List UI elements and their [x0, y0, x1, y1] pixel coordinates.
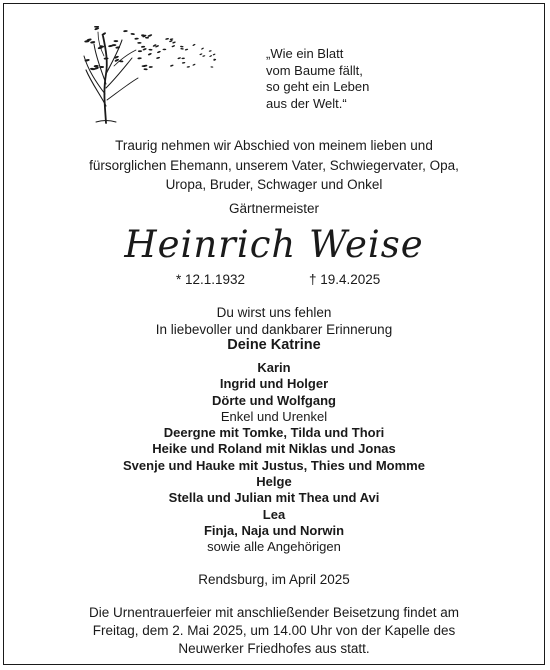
mourner-line: Ingrid und Holger [219, 376, 329, 392]
mourner-line: sowie alle Angehörigen [207, 539, 341, 555]
intro-line: Uropa, Bruder, Schwager und Onkel [165, 177, 383, 192]
quote-line: aus der Welt.“ [266, 95, 347, 111]
mourner-line: Helge [256, 474, 292, 490]
leaf-icon [145, 37, 149, 39]
leaf-icon [209, 55, 212, 58]
leaf-icon [201, 47, 204, 50]
quote-line: so geht ein Leben [266, 79, 370, 94]
signer-name: Deine Katrine [227, 337, 321, 353]
leaf-icon [143, 68, 147, 70]
mourner-line: Svenje und Hauke mit Justus, Thies und Momme [123, 457, 425, 473]
obituary-card [3, 3, 545, 665]
intro-line: Traurig nehmen wir Abschied von meinem lieben und [115, 138, 433, 153]
funeral-notice [4, 604, 544, 658]
quote-line: „Wie ein Blatt [266, 46, 344, 61]
leaf-icon [157, 50, 161, 53]
place-date: Rendsburg, im April 2025 [198, 572, 350, 587]
leaf-icon [170, 38, 174, 40]
deceased-title: Gärtnermeister [228, 201, 320, 216]
leaf-icon [185, 48, 189, 50]
leaf-icon [180, 48, 184, 50]
remembrance-line: In liebevoller und dankbarer Erinnerung [155, 322, 393, 337]
leaf-icon [209, 50, 212, 52]
remembrance-line: Du wirst uns fehlen [216, 305, 332, 320]
mourners-list [4, 360, 544, 556]
leaf-icon [148, 53, 152, 56]
birth-date: * 12.1.1932 [176, 272, 246, 287]
leaf-icon [130, 33, 135, 35]
mourner-line: Finja, Naja und Norwin [203, 522, 345, 538]
leaf-icon [192, 63, 196, 66]
mourner-line: Dörte und Wolfgang [212, 392, 336, 408]
leaf-icon [134, 38, 138, 40]
mourner-line: Enkel und Urenkel [220, 408, 328, 424]
leaf-icon [182, 62, 186, 64]
leaf-icon [181, 57, 185, 59]
tree-with-blowing-leaves-icon [76, 26, 226, 126]
leaf-icon [170, 64, 174, 67]
leaf-icon [187, 66, 191, 68]
leaf-icon [156, 57, 160, 60]
leaf-icon [169, 40, 173, 43]
mourner-line: Deergne mit Tomke, Tilda und Thori [163, 425, 385, 441]
mourner-line: Heike und Roland mit Niklas und Jonas [152, 441, 396, 457]
leaf-icon [141, 46, 145, 48]
death-date: † 19.4.2025 [309, 272, 381, 287]
leaf-icon [114, 40, 119, 42]
quote-line: vom Baume fällt, [266, 62, 363, 78]
leaf-icon [142, 65, 146, 67]
leaf-icon [104, 57, 109, 59]
leaf-icon [202, 55, 205, 57]
mourner-line: Lea [262, 506, 286, 522]
leaf-icon [123, 30, 128, 32]
funeral-line: Freitag, dem 2. Mai 2025, um 14.00 Uhr von der Kapelle des [92, 623, 456, 638]
deceased-name: Heinrich Weise [124, 223, 424, 266]
leaf-icon [199, 53, 202, 55]
remembrance-text [4, 304, 544, 338]
mourner-line: Stella und Julian mit Thea und Avi [168, 490, 380, 506]
funeral-line: Die Urnentrauerfeier mit anschließender Beisetzung findet am [89, 605, 459, 620]
leaf-icon [90, 41, 95, 44]
leaf-icon [172, 41, 176, 44]
leaf-icon [177, 57, 181, 60]
leaf-icon [192, 44, 196, 47]
leaf-icon [149, 66, 153, 68]
leaf-icon [180, 46, 184, 48]
funeral-line: Neuwerker Friedhofes aus statt. [178, 641, 370, 656]
leaf-icon [101, 32, 106, 36]
leaf-icon [137, 57, 141, 59]
leaf-icon [210, 66, 213, 67]
intro-line: fürsorglichen Ehemann, unserem Vater, Schwiegervater, Opa, [89, 157, 459, 173]
mourner-line: Karin [257, 360, 291, 375]
quote-block [266, 46, 466, 112]
leaf-icon [171, 45, 175, 48]
leaf-icon [138, 50, 142, 52]
leaf-icon [163, 49, 167, 51]
leaf-icon [213, 53, 216, 55]
leaf-icon [142, 48, 146, 51]
leaf-icon [137, 42, 141, 44]
leaf-icon [148, 49, 152, 51]
leaf-icon [165, 38, 169, 40]
intro-text [4, 136, 544, 195]
